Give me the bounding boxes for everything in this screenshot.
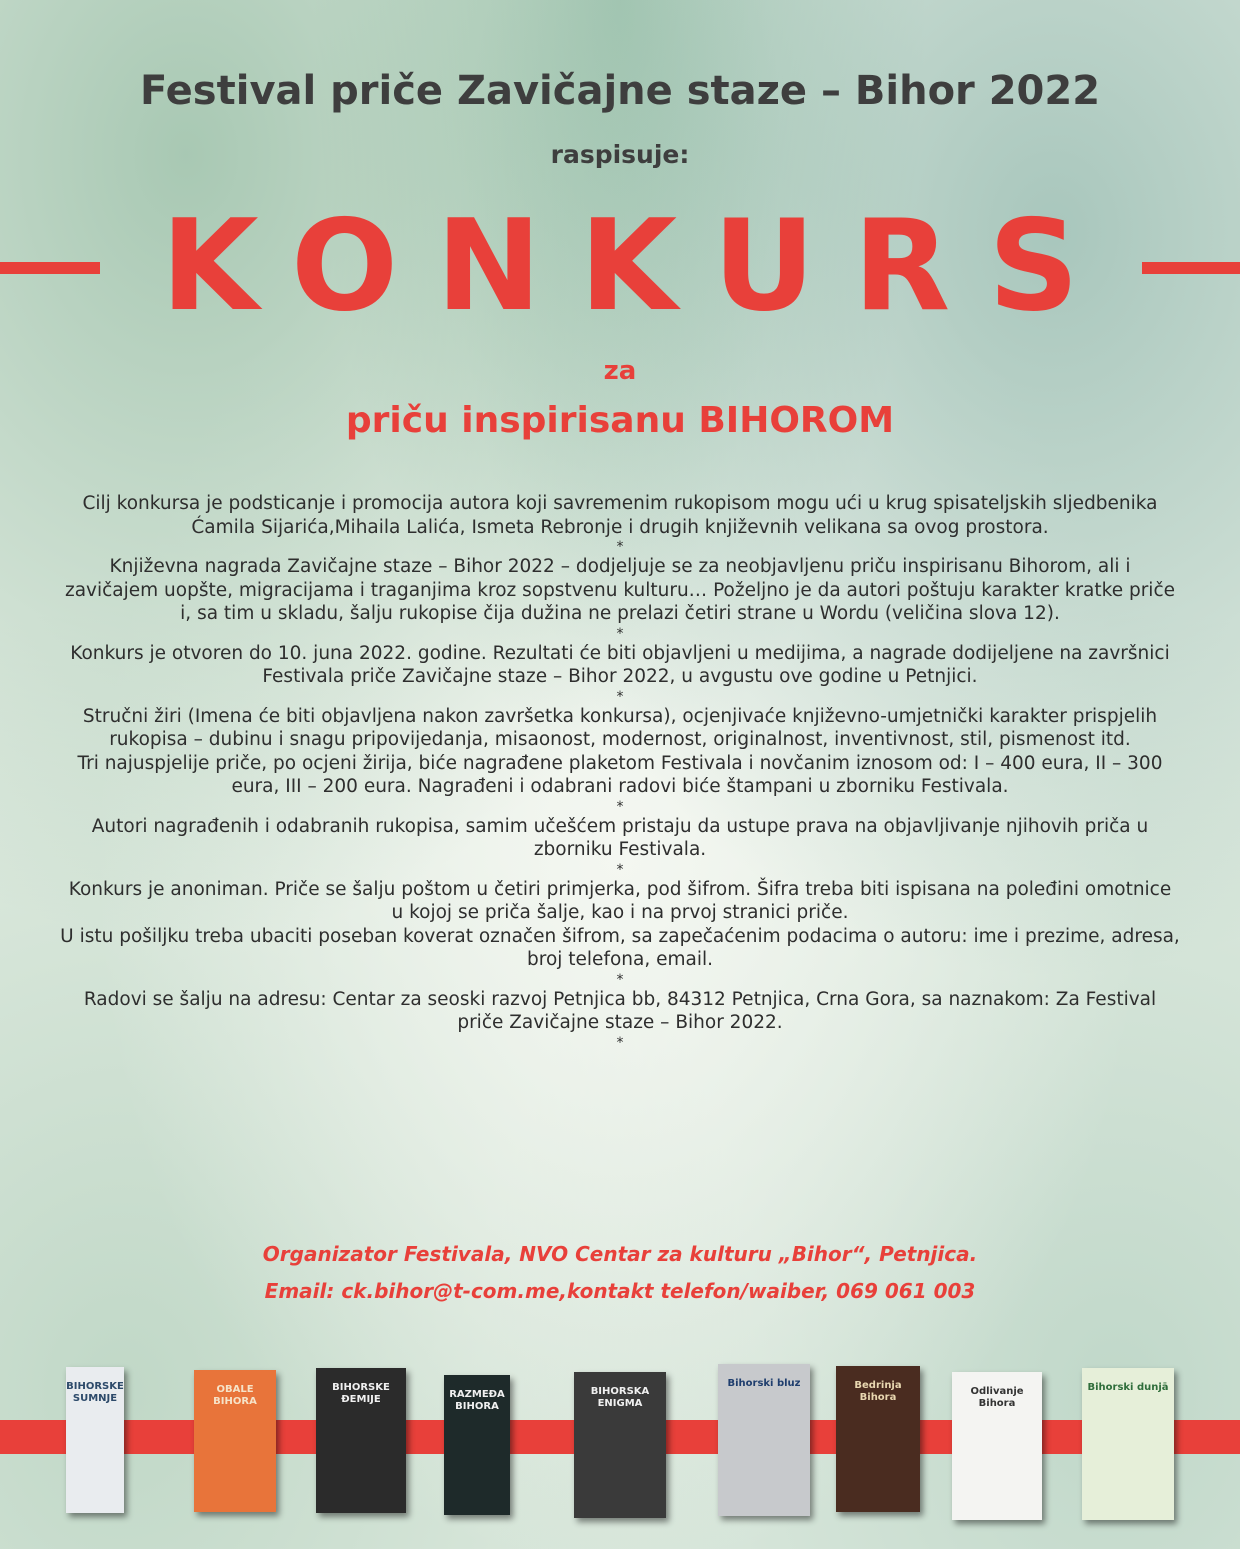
separator-star: *: [616, 971, 624, 988]
separator-star: *: [616, 625, 624, 642]
paragraph-prizes: Tri najuspjelije priče, po ocjeni žirija, biće nagrađene plaketom Festivala i novčanim iznosom od: I – 400 eura, II – 300 eura, III – 200 eura. Nagrađeni i odabrani radovi biće štampani u zborniku Festivala.: [77, 752, 1163, 797]
book-cover: [574, 1372, 666, 1518]
book-title: Bedrinja Bihora: [854, 1380, 902, 1403]
book-title: Bihorski bluz: [727, 1378, 801, 1389]
contact-line: Email: ck.bihor@t-com.me,kontakt telefon/waiber, 069 061 003: [264, 1279, 976, 1303]
announces-label: raspisuje:: [550, 140, 690, 169]
contest-rules: [60, 492, 1180, 1051]
book-title: BIHORSKE SUMNJE: [66, 1381, 124, 1404]
book-cover: [836, 1366, 920, 1512]
book-title: Odlivanje Bihora: [970, 1386, 1024, 1409]
book-title: BIHORSKA ENIGMA: [590, 1386, 650, 1409]
book-title: BIHORSKE ĐEMIJE: [332, 1382, 390, 1405]
book-cover: [316, 1368, 406, 1513]
festival-title: Festival priče Zavičajne staze – Bihor 2022: [139, 68, 1101, 114]
paragraph-jury: Stručni žiri (Imena će biti objavljena nakon završetka konkursa), ocjenjivaće književno-umjetnički karakter prispjelih rukopisa – dubinu i snagu pripovijedanja, misaonost, modernost, originalnost, inventivnost, stil, pismenost itd.: [82, 705, 1158, 750]
paragraph-deadline: Konkurs je otvoren do 10. juna 2022. godine. Rezultati će biti objavljeni u medijima, a nagrade dodijeljene na završnici Festivala priče Zavičajne staze – Bihor 2022, u avgustu ove godine u Petnjici.: [70, 642, 1170, 687]
paragraph-goal: Cilj konkursa je podsticanje i promocija autora koji savremenim rukopisom mogu ući u krug spisateljskih sljedbenika Ćamila Sijarića,Mihaila Lalića, Ismeta Rebronje i drugih književnih velikana sa ovog prostora.: [82, 493, 1158, 538]
book-cover: [194, 1370, 276, 1512]
paragraph-rights: Autori nagrađenih i odabranih rukopisa, samim učešćem pristaju da ustupe prava na objavljivanje njihovih priča u zborniku Festivala.: [91, 815, 1149, 860]
paragraph-address: Radovi se šalju na adresu: Centar za seoski razvoj Petnjica bb, 84312 Petnjica, Crna Gora, sa naznakom: Za Festival priče Zavičajne staze – Bihor 2022.: [83, 988, 1157, 1033]
for-label: za: [603, 356, 637, 386]
separator-star: *: [616, 1034, 624, 1051]
separator-star: *: [616, 861, 624, 878]
book-title: OBALE BIHORA: [213, 1384, 257, 1407]
book-title: Bihorski dunjā: [1087, 1382, 1169, 1393]
book-cover: [1082, 1368, 1174, 1520]
book-cover: [66, 1367, 124, 1513]
book-cover: [952, 1372, 1042, 1520]
separator-star: *: [616, 688, 624, 705]
paragraph-award: Književna nagrada Zavičajne staze – Bihor 2022 – dodjeljuje se za neobjavljenu priču inspirisanu Bihorom, ali i zavičajem uopšte, migracijama i traganjima kroz sopstvenu kulturu… Poželjno je da autori poštuju karakter kratke priče i, sa tim u skladu, šalju rukopise čija dužina ne prelazi četiri strane u Wordu (veličina slova 12).: [64, 556, 1175, 624]
konkurs-headline: KONKURS: [160, 192, 1118, 339]
organizer-line: Organizator Festivala, NVO Centar za kulturu „Bihor“, Petnjica.: [262, 1242, 978, 1266]
separator-star: *: [616, 798, 624, 815]
book-cover: [718, 1364, 810, 1516]
paragraph-envelope: U istu pošiljku treba ubaciti poseban koverat označen šifrom, sa zapečaćenim podacima o autoru: ime i prezime, adresa, broj telefona, email.: [60, 925, 1180, 970]
paragraph-anonymous: Konkurs je anoniman. Priče se šalju poštom u četiri primjerka, pod šifrom. Šifra treba biti ispisana na poleđini omotnice u kojoj se priča šalje, kao i na prvoj stranici priče.: [68, 878, 1172, 923]
book-cover: [444, 1375, 510, 1515]
book-title: RAZMEĐA BIHORA: [449, 1389, 505, 1412]
topic-heading: priču inspirisanu BIHOROM: [345, 400, 895, 441]
separator-star: *: [616, 539, 624, 555]
